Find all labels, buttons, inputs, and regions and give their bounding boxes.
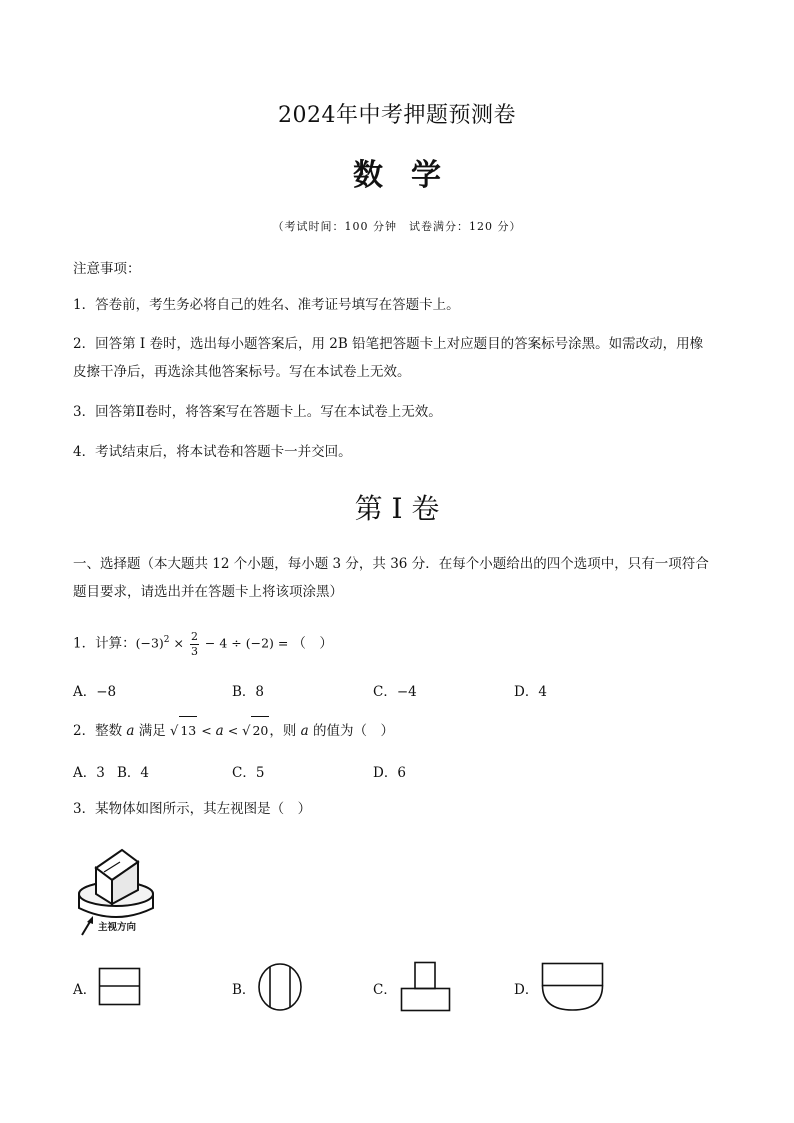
- q1-exponent: 2: [163, 635, 170, 645]
- note-item-2: 2．回答第 I 卷时，选出每小题答案后，用 2B 铅笔把答题卡上对应题目的答案标号涂黑。如需改动，用橡: [73, 336, 704, 352]
- q2-mid1: 满足: [134, 723, 171, 739]
- q2-option-b[interactable]: B．4: [117, 765, 150, 781]
- q2-option-d[interactable]: D．6: [373, 765, 406, 781]
- q3-figure-label: 主视方向: [98, 922, 137, 933]
- arrow-icon: [87, 916, 93, 924]
- q3-option-c-figure[interactable]: [400, 961, 452, 1013]
- exam-time-info: （考试时间：100 分钟 试卷满分：120 分）: [272, 220, 522, 233]
- q2-option-a[interactable]: A．3: [73, 765, 105, 781]
- q3-option-b-label[interactable]: B．: [232, 982, 256, 998]
- q3-option-a-label[interactable]: A．: [73, 982, 97, 998]
- section-intro-line1: 一、选择题（本大题共 12 个小题，每小题 3 分，共 36 分．在每个小题给出的四个选项中，只有一项符合: [73, 556, 709, 572]
- q1-option-a[interactable]: A．−8: [73, 684, 117, 700]
- q1-prefix: 1．计算：: [73, 635, 136, 652]
- q3-option-b-figure[interactable]: [256, 962, 304, 1012]
- q1-frac-denominator: 3: [190, 644, 198, 658]
- sqrt-icon: √: [170, 724, 179, 739]
- note-item-3: 3．回答第Ⅱ卷时，将答案写在答题卡上。写在本试卷上无效。: [73, 404, 442, 420]
- q3-option-d-label[interactable]: D．: [514, 982, 539, 998]
- sqrt-icon: √: [242, 724, 251, 739]
- subject-title: 数学: [353, 158, 469, 193]
- exam-title: 2024年中考押题预测卷: [278, 103, 516, 128]
- q2-suffix: 的值为（ ）: [308, 723, 395, 739]
- q2-var-a: a: [126, 723, 135, 739]
- q2-var-a-2: a: [215, 723, 224, 739]
- q2-lt-1: <: [197, 723, 216, 738]
- question-3: 3．某物体如图所示，其左视图是（ ）: [73, 801, 312, 817]
- q2-lt-2: <: [223, 723, 243, 738]
- section-title: 第 I 卷: [354, 492, 440, 525]
- q1-expr-b: − 4 ÷ (−2) =: [200, 635, 293, 651]
- notes-heading: 注意事项：: [73, 261, 141, 277]
- note-item-4: 4．考试结束后，将本试卷和答题卡一并交回。: [73, 444, 352, 460]
- q1-frac-numerator: 2: [190, 629, 198, 643]
- q2-radicand-1: 13: [179, 716, 197, 745]
- q1-times: ×: [169, 635, 188, 651]
- q3-option-c-label[interactable]: C．: [373, 982, 397, 998]
- q1-fraction: [190, 630, 199, 659]
- q3-option-a-figure[interactable]: [98, 967, 142, 1007]
- question-1: [73, 625, 723, 659]
- q1-option-c[interactable]: C．−4: [373, 684, 417, 700]
- note-item-1: 1．答卷前，考生务必将自己的姓名、准考证号填写在答题卡上。: [73, 297, 460, 313]
- q2-option-c[interactable]: C．5: [232, 765, 265, 781]
- note-item-2-cont: 皮擦干净后，再选涂其他答案标号。写在本试卷上无效。: [73, 364, 411, 380]
- section-intro-line2: 题目要求，请选出并在答题卡上将该项涂黑）: [73, 584, 343, 600]
- q1-option-b[interactable]: B．8: [232, 684, 265, 700]
- q2-prefix: 2．整数: [73, 723, 127, 739]
- q1-option-d[interactable]: D．4: [514, 684, 547, 700]
- q2-mid2: ，则: [269, 723, 301, 739]
- q1-blank: （ ）: [292, 635, 333, 652]
- q1-expr-a: (−3): [135, 635, 164, 651]
- question-2: [73, 716, 723, 746]
- q2-var-a-3: a: [300, 723, 309, 739]
- q2-radicand-2: 20: [251, 716, 269, 745]
- q3-option-d-figure[interactable]: [541, 962, 605, 1014]
